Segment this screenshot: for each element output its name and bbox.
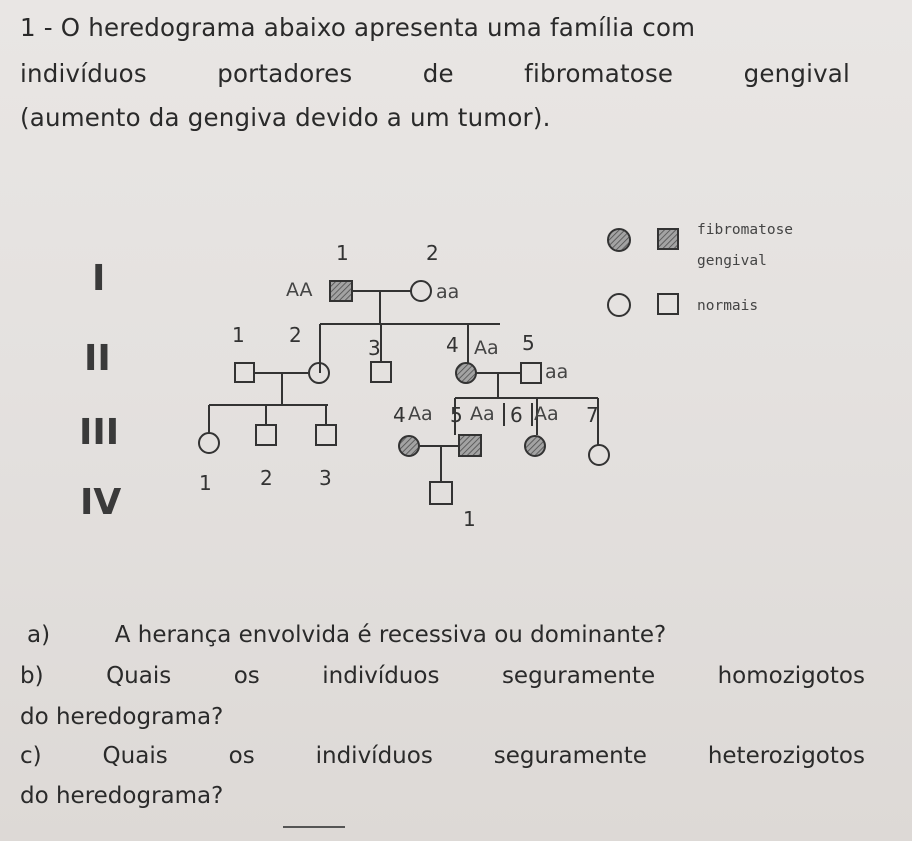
word: indivíduos	[315, 743, 433, 769]
individual-II-4	[456, 363, 476, 383]
id-label: 5	[522, 331, 535, 355]
legend-normal-female-symbol	[608, 294, 630, 316]
id-label: 2	[260, 466, 273, 490]
question-line-3: (aumento da gengiva devido a um tumor).	[20, 103, 551, 132]
id-label: 5	[450, 403, 463, 427]
id-label: 3	[368, 336, 381, 360]
legend-normal-label: normais	[697, 298, 759, 314]
genotype-label: Aa	[534, 403, 559, 425]
answer-line	[283, 826, 345, 828]
word: portadores	[217, 59, 353, 88]
word: os	[233, 663, 260, 689]
generation-label-3: III	[79, 412, 120, 453]
individual-III-7	[589, 445, 609, 465]
individual-III-1	[199, 433, 219, 453]
item-b-label: b)	[20, 663, 44, 689]
genotype-label: Aa	[474, 337, 499, 359]
id-label: 4	[446, 333, 459, 357]
id-label: 3	[319, 466, 332, 490]
genotype-label: AA	[286, 279, 313, 301]
word: fibromatose	[524, 59, 674, 88]
word: indivíduos	[322, 663, 440, 689]
id-label: 7	[586, 403, 599, 427]
item-a	[27, 622, 666, 648]
id-label: 1	[232, 323, 245, 347]
id-label: 1	[199, 471, 212, 495]
generation-label-1: I	[92, 258, 106, 299]
item-a-text: A herança envolvida é recessiva ou dominante?	[114, 622, 667, 648]
genotype-label: Aa	[470, 403, 495, 425]
legend-affected-male-symbol	[658, 229, 678, 249]
item-a-label: a)	[27, 622, 51, 648]
word: seguramente	[501, 663, 656, 689]
legend-affected-female-symbol	[608, 229, 630, 251]
legend-affected-label-1: fibromatose	[697, 222, 794, 238]
individual-II-5	[521, 363, 541, 383]
genotype-label: aa	[545, 361, 569, 383]
item-b-continuation: do heredograma?	[20, 704, 224, 730]
word: os	[228, 743, 255, 769]
word: seguramente	[493, 743, 647, 769]
genotype-label: Aa	[408, 403, 433, 425]
word: de	[422, 59, 454, 88]
individual-III-4	[399, 436, 419, 456]
generation-label-2: II	[84, 338, 111, 379]
word: Quais	[102, 743, 168, 769]
item-c	[20, 743, 865, 769]
word: homozigotos	[717, 663, 865, 689]
individual-III-3	[316, 425, 336, 445]
legend-affected-label-2: gengival	[697, 253, 767, 269]
genotype-label: aa	[436, 281, 460, 303]
question-line-1: 1 - O heredograma abaixo apresenta uma família com	[20, 13, 696, 42]
id-label: 1	[463, 507, 476, 531]
individual-I-2	[411, 281, 431, 301]
individual-III-6	[525, 436, 545, 456]
individual-II-3	[371, 362, 391, 382]
id-label: 2	[426, 241, 439, 265]
item-c-label: c)	[20, 743, 42, 769]
generation-label-4: IV	[80, 482, 122, 523]
id-label: 1	[336, 241, 349, 265]
legend-normal-male-symbol	[658, 294, 678, 314]
word: gengival	[743, 59, 850, 88]
id-label: 6	[510, 403, 523, 427]
individual-II-1	[235, 363, 254, 382]
word: heterozigotos	[707, 743, 865, 769]
item-c-continuation: do heredograma?	[20, 783, 224, 809]
individual-I-1	[330, 281, 352, 301]
individual-III-5	[459, 435, 481, 456]
id-label: 2	[289, 323, 302, 347]
word: indivíduos	[20, 59, 147, 88]
individual-III-2	[256, 425, 276, 445]
item-b	[20, 663, 865, 689]
word: Quais	[106, 663, 172, 689]
id-label: 4	[393, 403, 406, 427]
individual-IV-1	[430, 482, 452, 504]
